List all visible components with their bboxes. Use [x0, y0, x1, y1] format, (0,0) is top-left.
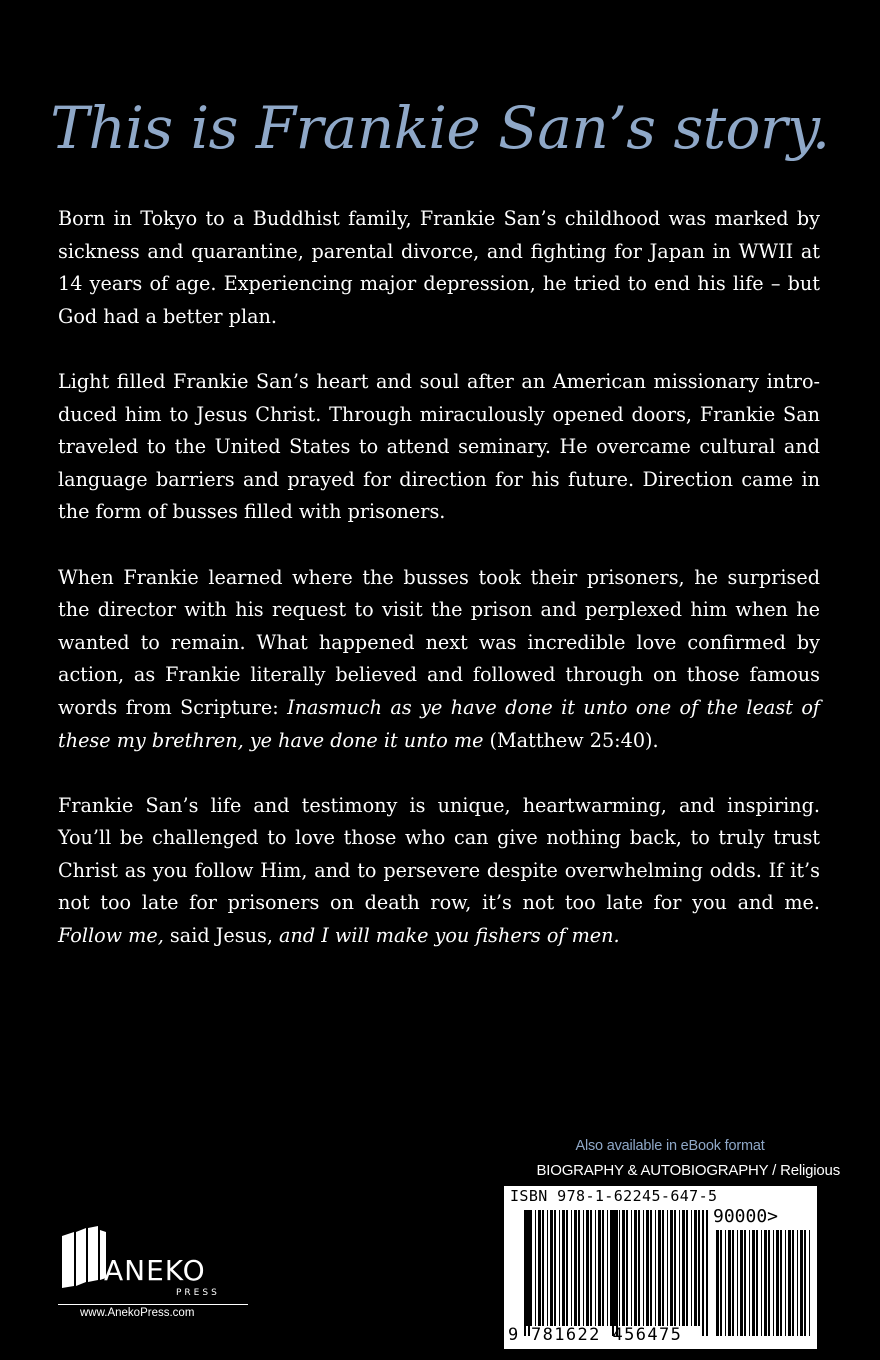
- barcode-bar: [595, 1210, 596, 1326]
- publisher-logo: [58, 1218, 248, 1318]
- blurb-paragraph-1: Born in Tokyo to a Buddhist family, Frankie San’s childhood was marked by sickness and quarantine, parental divorce, and fighting for Japan in WWII at 14 years of age. Experiencing major depression, he tried to end his life – but God had a better plan.: [58, 207, 820, 328]
- barcode-bar: [691, 1210, 692, 1326]
- barcode-bar: [535, 1210, 536, 1326]
- barcode-guard-bar: [524, 1210, 526, 1336]
- barcode-bar: [586, 1210, 589, 1326]
- barcode-bar: [788, 1230, 791, 1336]
- barcode-bar: [614, 1210, 616, 1326]
- barcode-bar: [725, 1230, 726, 1336]
- barcode-bar: [542, 1210, 544, 1326]
- barcode-bar: [728, 1230, 731, 1336]
- barcode-bar: [566, 1210, 568, 1326]
- barcode-bar: [643, 1210, 644, 1326]
- barcode-lead-digit: 9: [508, 1325, 519, 1345]
- jesus-quote-1: Follow me,: [58, 924, 164, 948]
- barcode-bar: [732, 1230, 734, 1336]
- barcode-bar: [737, 1230, 738, 1336]
- barcode-bar: [764, 1230, 767, 1336]
- barcode-bar: [634, 1210, 637, 1326]
- ebook-availability: Also available in eBook format: [575, 1138, 765, 1154]
- blurb-paragraph-3: [58, 562, 820, 758]
- barcode-bar: [804, 1230, 806, 1336]
- barcode-bar: [809, 1230, 810, 1336]
- paragraph-4-text: Frankie San’s life and testimony is unique, heartwarming, and inspiring. You’ll be challenged to love those who can give nothing back, to truly trust Christ as you follow Him, and to persevere despite overwhelming odds. If it’s not too late for prisoners on death row, it’s not too late for you and me.: [58, 793, 820, 915]
- barcode-bar: [578, 1210, 580, 1326]
- barcode-bar: [740, 1230, 743, 1336]
- barcode-bar: [631, 1210, 632, 1326]
- barcode-bar: [682, 1210, 685, 1326]
- paragraph-3-text: When Frankie learned where the busses took their prisoners, he surprised the director with his request to visit the prison and perplexed him when he wanted to remain. What happened next was incredible love confirmed by action, as Frankie literally believed and followed through on those famous words from Scripture:: [58, 565, 820, 719]
- barcode-bar: [800, 1230, 803, 1336]
- book-pages-icon: [60, 1226, 106, 1288]
- barcode-bar: [716, 1230, 719, 1336]
- barcode-bar: [547, 1210, 548, 1326]
- barcode-bar: [646, 1210, 649, 1326]
- barcode-bar: [583, 1210, 584, 1326]
- barcode-bar: [674, 1210, 676, 1326]
- barcode-guard-bar: [702, 1210, 704, 1336]
- blurb-paragraph-4: [58, 790, 820, 953]
- barcode-bar: [792, 1230, 794, 1336]
- barcode-digits: 781622 456475: [531, 1325, 683, 1345]
- barcode-bar: [554, 1210, 556, 1326]
- publisher-press: PRESS: [176, 1288, 220, 1298]
- barcode-bar: [752, 1230, 755, 1336]
- barcode-bar: [530, 1210, 532, 1326]
- barcode-bar: [670, 1210, 673, 1326]
- barcode-bar: [749, 1230, 750, 1336]
- barcode-bar: [619, 1210, 620, 1326]
- publisher-name: ANEKO: [104, 1254, 206, 1287]
- barcode-bar: [638, 1210, 640, 1326]
- barcode-bar: [562, 1210, 565, 1326]
- jesus-quote-2: and I will make you fishers of men.: [279, 924, 620, 948]
- barcode-bar: [655, 1210, 656, 1326]
- back-cover-title: This is Frankie San’s story.: [50, 94, 830, 162]
- barcode-bar: [780, 1230, 782, 1336]
- barcode-bar: [694, 1210, 697, 1326]
- barcode-bar: [538, 1210, 541, 1326]
- barcode-bar: [658, 1210, 661, 1326]
- barcode-bar: [761, 1230, 762, 1336]
- barcode-bar: [744, 1230, 746, 1336]
- barcode-bar: [574, 1210, 577, 1326]
- barcode-bar: [679, 1210, 680, 1326]
- barcode-bar: [773, 1230, 774, 1336]
- barcode-bar: [776, 1230, 779, 1336]
- barcode-guard-bar: [528, 1210, 530, 1336]
- barcode-guard-bar: [616, 1210, 618, 1336]
- barcode-guard-bar: [706, 1210, 708, 1336]
- barcode-bar: [720, 1230, 722, 1336]
- isbn-barcode: [504, 1186, 817, 1349]
- publisher-url: www.AnekoPress.com: [80, 1307, 195, 1319]
- blurb: [58, 203, 820, 953]
- barcode-bar: [686, 1210, 688, 1326]
- barcode-bar: [662, 1210, 664, 1326]
- paragraph-4-middle: said Jesus,: [163, 924, 280, 948]
- barcode-bar: [607, 1210, 608, 1326]
- book-category: BIOGRAPHY & AUTOBIOGRAPHY / Religious: [536, 1162, 840, 1179]
- barcode-bar: [550, 1210, 553, 1326]
- barcode-bar: [571, 1210, 572, 1326]
- barcode-bar: [797, 1230, 798, 1336]
- barcode-bar: [626, 1210, 628, 1326]
- barcode-bar: [768, 1230, 770, 1336]
- price-code: 90000>: [713, 1206, 779, 1227]
- barcode-bar: [598, 1210, 601, 1326]
- barcode-bar: [602, 1210, 604, 1326]
- barcode-bar: [622, 1210, 625, 1326]
- barcode-guard-bar: [612, 1210, 614, 1336]
- barcode-bar: [559, 1210, 560, 1326]
- barcode-bar: [785, 1230, 786, 1336]
- barcode-bar: [590, 1210, 592, 1326]
- scripture-reference: (Matthew 25:40).: [483, 728, 659, 752]
- barcode-bar: [650, 1210, 652, 1326]
- barcode-bar: [667, 1210, 668, 1326]
- barcode-bar: [698, 1210, 700, 1326]
- barcode-bar: [756, 1230, 758, 1336]
- isbn-label: ISBN 978-1-62245-647-5: [510, 1187, 718, 1205]
- logo-divider: [58, 1304, 248, 1305]
- blurb-paragraph-2: Light filled Frankie San’s heart and soul after an American missionary introduced him to Jesus Christ. Through miraculously opened doors, Frankie San traveled to the United States to attend seminary. He overcame cultural and language barriers and prayed for direction for his future. Direction came in the form of busses filled with prisoners.: [58, 369, 820, 524]
- scripture-quote: Inasmuch as ye have done it unto one of the least of these my brethren, ye have done it unto me: [58, 695, 820, 752]
